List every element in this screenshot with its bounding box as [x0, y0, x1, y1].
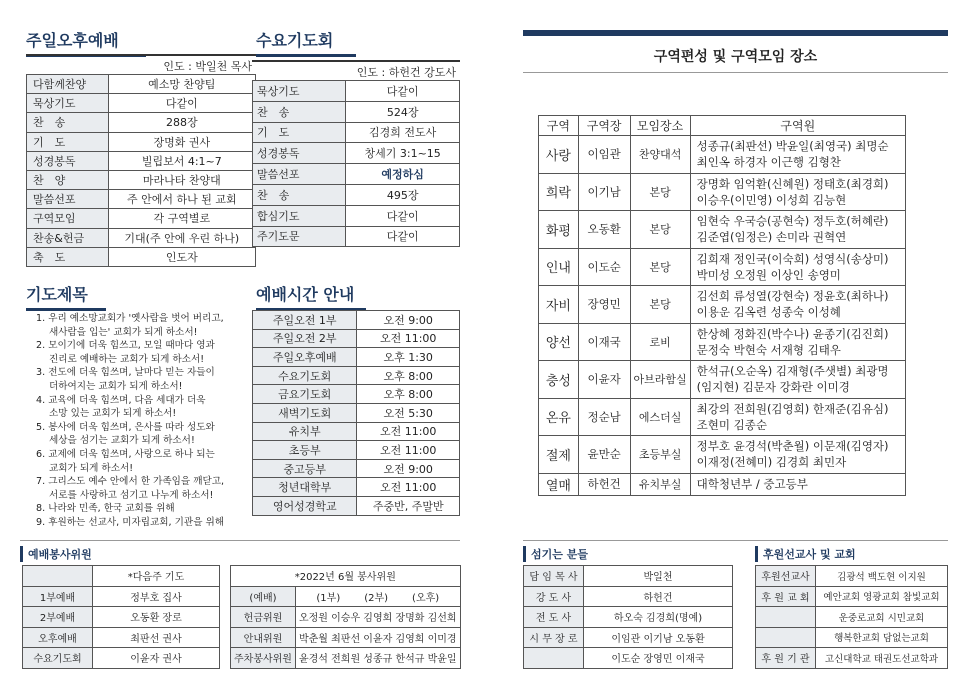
- wednesday-row: [253, 143, 460, 164]
- service-staff-header-row: [23, 566, 220, 587]
- servant-row: [524, 586, 733, 607]
- district-place: 본당: [630, 286, 690, 324]
- monthly-col: (2부): [364, 592, 389, 604]
- order-label: 찬 송: [253, 101, 346, 122]
- district-row: [539, 211, 906, 249]
- prayer-line: 진리로 예배하는 교회가 되게 하소서!: [49, 353, 205, 365]
- district-place: 본당: [630, 248, 690, 286]
- wednesday-row: [253, 226, 460, 247]
- district-name: 사랑: [539, 136, 579, 174]
- district-leader: 이재국: [578, 323, 630, 361]
- staff-value: 이윤자 권사: [93, 648, 220, 669]
- district-place: 본당: [630, 173, 690, 211]
- prayer-item: [36, 421, 251, 448]
- district-members: 장명화 임억환(신혜원) 정태호(최경희) 이승우(이민영) 이성희 김능현: [690, 173, 905, 211]
- district-leader: 이기남: [578, 173, 630, 211]
- mission-value: 고신대학교 태권도선교학과: [816, 648, 948, 669]
- order-label: 찬 양: [27, 170, 109, 189]
- service-staff-header: *다음주 기도: [93, 566, 220, 587]
- mission-label: [756, 607, 816, 628]
- monthly-staff-row: [231, 627, 461, 648]
- servant-label: 전 도 사: [524, 607, 584, 628]
- monthly-col-services: [295, 586, 460, 607]
- mission-label: 후 원 기 관: [756, 648, 816, 669]
- district-row: [539, 136, 906, 174]
- bottom-right-divider: [523, 540, 948, 541]
- district-row: [539, 286, 906, 324]
- time-row: [253, 329, 460, 348]
- mission-row: [756, 648, 948, 669]
- worship-times-table: [252, 310, 460, 516]
- missions-table: [755, 565, 948, 669]
- prayer-item: [36, 394, 251, 421]
- district-members: 한석규(오순옥) 김재형(주샛별) 최광명 (임지현) 김문자 강화란 이미경: [690, 361, 905, 399]
- bottom-left-divider: [20, 540, 460, 541]
- district-leader: 이임관: [578, 136, 630, 174]
- sunday-leader: 인도 : 박일천 목사: [26, 54, 256, 76]
- order-value: 288장: [108, 113, 255, 132]
- staff-value: 최판선 권사: [93, 627, 220, 648]
- sunday-order-table: [26, 74, 256, 267]
- order-label: 묵상기도: [253, 81, 346, 102]
- district-name: 온유: [539, 398, 579, 436]
- district-leader: 장영민: [578, 286, 630, 324]
- time-label: 유치부: [253, 422, 357, 441]
- wednesday-row: [253, 205, 460, 226]
- district-row: [539, 436, 906, 474]
- order-label: 묵상기도: [27, 94, 109, 113]
- order-value: 예정하심: [346, 164, 460, 185]
- district-header-bar: [523, 30, 948, 36]
- district-divider: [523, 72, 948, 73]
- order-value: 기대(주 안에 우린 하나): [108, 228, 255, 247]
- servant-label: 시 무 장 로: [524, 627, 584, 648]
- district-row: [539, 173, 906, 211]
- district-members: 임현숙 우국승(공현숙) 정두호(허혜란) 김준엽(임정은) 손미라 권혁연: [690, 211, 905, 249]
- servant-value: 이도순 장영민 이재국: [584, 648, 733, 669]
- order-value: 장명화 권사: [108, 132, 255, 151]
- order-value: 다같이: [346, 226, 460, 247]
- time-value: 오후 8:00: [357, 385, 460, 404]
- servant-value: 하오숙 김경희(명예): [584, 607, 733, 628]
- monthly-staff-table: [230, 565, 461, 669]
- servant-label: [524, 648, 584, 669]
- time-label: 새벽기도회: [253, 403, 357, 422]
- prayer-line: 5. 봉사에 더욱 힘쓰며, 은사를 따라 성도와: [36, 421, 215, 433]
- sunday-row: [27, 151, 256, 170]
- time-row: [253, 441, 460, 460]
- wednesday-row: [253, 101, 460, 122]
- worship-times-title: 예배시간 안내: [256, 282, 366, 311]
- district-name: 자비: [539, 286, 579, 324]
- servant-label: 강 도 사: [524, 586, 584, 607]
- service-staff-row: [23, 627, 220, 648]
- staff-value: 오동환 장로: [93, 607, 220, 628]
- district-header-cell: 구역: [539, 116, 579, 136]
- district-place: 아브라함실: [630, 361, 690, 399]
- district-members: 최강의 전희원(김영희) 한재준(김유심) 조현미 김종순: [690, 398, 905, 436]
- mission-value: 예안교회 영광교회 참빛교회: [816, 586, 948, 607]
- prayer-title: 기도제목: [26, 282, 106, 311]
- district-members: 성종규(최판선) 박윤일(최영국) 최명순 최인옥 하경자 이근행 김형찬: [690, 136, 905, 174]
- monthly-label: 안내위원: [231, 627, 296, 648]
- district-members: 김희재 정인국(이숙희) 성영식(송상미) 박미성 오정원 이상인 송영미: [690, 248, 905, 286]
- time-label: 중고등부: [253, 459, 357, 478]
- staff-label: 2부예배: [23, 607, 93, 628]
- order-label: 찬 송: [27, 113, 109, 132]
- time-label: 주일오전 1부: [253, 311, 357, 330]
- district-members: 김선희 류성열(강현숙) 정윤호(최하나) 이용운 김옥련 성종숙 이성혜: [690, 286, 905, 324]
- district-header-cell: 모임장소: [630, 116, 690, 136]
- monthly-staff-row: [231, 648, 461, 669]
- order-label: 말씀선포: [27, 190, 109, 209]
- servants-table: [523, 565, 733, 669]
- order-value: 주 안에서 하나 된 교회: [108, 190, 255, 209]
- time-value: 오후 1:30: [357, 348, 460, 367]
- district-members: 한상혜 정화진(박수나) 윤종기(김진희) 문정숙 박현숙 서재형 김태우: [690, 323, 905, 361]
- wednesday-title: 수요기도회: [256, 28, 356, 57]
- monthly-label: 주차봉사위원: [231, 648, 296, 669]
- time-value: 오전 11:00: [357, 441, 460, 460]
- time-value: 오전 11:00: [357, 478, 460, 497]
- district-table: [538, 115, 906, 496]
- monthly-staff-row: [231, 607, 461, 628]
- time-row: [253, 403, 460, 422]
- district-name: 화평: [539, 211, 579, 249]
- monthly-header: *2022년 6월 봉사위원: [231, 566, 461, 587]
- staff-value: 정부호 집사: [93, 586, 220, 607]
- staff-label: 1부예배: [23, 586, 93, 607]
- district-place: 에스더실: [630, 398, 690, 436]
- district-leader: 정순남: [578, 398, 630, 436]
- time-value: 오후 8:00: [357, 366, 460, 385]
- district-leader: 이윤자: [578, 361, 630, 399]
- prayer-item: [36, 448, 251, 475]
- order-value: 창세기 3:1~15: [346, 143, 460, 164]
- sunday-row: [27, 94, 256, 113]
- sunday-row: [27, 209, 256, 228]
- order-value: 524장: [346, 101, 460, 122]
- wednesday-row: [253, 122, 460, 143]
- sunday-title: 주일오후예배: [26, 28, 146, 57]
- mission-value: 운중로교회 시민교회: [816, 607, 948, 628]
- district-place: 유치부실: [630, 473, 690, 495]
- monthly-header-row: [231, 566, 461, 587]
- prayer-line: 9. 후원하는 선교사, 미자립교회, 기관을 위해: [36, 516, 225, 528]
- time-row: [253, 366, 460, 385]
- time-value: 오전 11:00: [357, 329, 460, 348]
- order-value: 빌립보서 4:1~7: [108, 151, 255, 170]
- district-place: 로비: [630, 323, 690, 361]
- prayer-item: [36, 366, 251, 393]
- prayer-line: 7. 그리스도 예수 안에서 한 가족임을 깨닫고,: [36, 476, 225, 488]
- prayer-line: 3. 전도에 더욱 힘쓰며, 날마다 믿는 자들이: [36, 367, 215, 379]
- order-value: 다같이: [346, 205, 460, 226]
- monthly-label: 헌금위원: [231, 607, 296, 628]
- monthly-value: 윤경석 전희원 성종규 한석규 박윤일: [295, 648, 460, 669]
- time-value: 오전 9:00: [357, 311, 460, 330]
- order-label: 기 도: [253, 122, 346, 143]
- mission-row: [756, 607, 948, 628]
- wednesday-row: [253, 164, 460, 185]
- mission-label: 후원선교사: [756, 566, 816, 587]
- monthly-cols-row: [231, 586, 461, 607]
- order-value: 김경희 전도사: [346, 122, 460, 143]
- order-value: 다같이: [108, 94, 255, 113]
- order-label: 찬송&헌금: [27, 228, 109, 247]
- prayer-line: 서로를 사랑하고 섬기고 나누게 하소서!: [49, 489, 214, 501]
- time-row: [253, 459, 460, 478]
- time-row: [253, 496, 460, 515]
- prayer-line: 교회가 되게 하소서!: [49, 462, 134, 474]
- time-value: 오전 9:00: [357, 459, 460, 478]
- mission-row: [756, 627, 948, 648]
- order-label: 찬 송: [253, 184, 346, 205]
- district-row: [539, 323, 906, 361]
- district-leader: 이도순: [578, 248, 630, 286]
- prayer-item: [36, 502, 251, 516]
- time-row: [253, 348, 460, 367]
- order-label: 성경봉독: [27, 151, 109, 170]
- time-row: [253, 311, 460, 330]
- mission-row: [756, 586, 948, 607]
- time-label: 주일오전 2부: [253, 329, 357, 348]
- district-place: 초등부실: [630, 436, 690, 474]
- service-staff-title: 예배봉사위원: [20, 546, 92, 562]
- staff-label: 오후예배: [23, 627, 93, 648]
- prayer-line: 6. 교제에 더욱 힘쓰며, 사랑으로 하나 되는: [36, 448, 215, 460]
- prayer-item: [36, 516, 251, 530]
- wednesday-row: [253, 184, 460, 205]
- district-header-cell: 구역원: [690, 116, 905, 136]
- sunday-row: [27, 190, 256, 209]
- servants-title: 섬기는 분들: [523, 546, 588, 562]
- order-label: 주기도문: [253, 226, 346, 247]
- time-row: [253, 478, 460, 497]
- servant-row: [524, 566, 733, 587]
- district-name: 절제: [539, 436, 579, 474]
- order-value: 인도자: [108, 247, 255, 266]
- mission-label: [756, 627, 816, 648]
- sunday-row: [27, 75, 256, 94]
- prayer-line: 새사람을 입는' 교회가 되게 하소서!: [49, 326, 198, 338]
- district-place: 찬양대석: [630, 136, 690, 174]
- servant-row: [524, 627, 733, 648]
- order-value: 다같이: [346, 81, 460, 102]
- district-row: [539, 473, 906, 495]
- order-label: 말씀선포: [253, 164, 346, 185]
- time-value: 주중반, 주말반: [357, 496, 460, 515]
- monthly-value: 박춘월 최판선 이윤자 김영희 이미경: [295, 627, 460, 648]
- order-value: 예소망 찬양팀: [108, 75, 255, 94]
- sunday-row: [27, 228, 256, 247]
- mission-row: [756, 566, 948, 587]
- wednesday-row: [253, 81, 460, 102]
- sunday-row: [27, 113, 256, 132]
- service-staff-row: [23, 648, 220, 669]
- mission-label: 후 원 교 회: [756, 586, 816, 607]
- district-name: 열매: [539, 473, 579, 495]
- district-title: 구역편성 및 구역모임 장소: [653, 49, 818, 65]
- prayer-item: [36, 339, 251, 366]
- time-value: 오전 11:00: [357, 422, 460, 441]
- wednesday-order-table: [252, 80, 460, 247]
- district-row: [539, 398, 906, 436]
- prayer-item: [36, 475, 251, 502]
- prayer-line: 2. 모이기에 더욱 힘쓰고, 모일 때마다 영과: [36, 340, 215, 352]
- order-value: 각 구역별로: [108, 209, 255, 228]
- time-label: 영어성경학교: [253, 496, 357, 515]
- order-value: 495장: [346, 184, 460, 205]
- district-leader: 오동환: [578, 211, 630, 249]
- order-label: 합심기도: [253, 205, 346, 226]
- servant-value: 박일천: [584, 566, 733, 587]
- prayer-line: 소망 있는 교회가 되게 하소서!: [49, 408, 177, 420]
- sunday-row: [27, 247, 256, 266]
- district-leader: 하헌건: [578, 473, 630, 495]
- time-label: 수요기도회: [253, 366, 357, 385]
- prayer-line: 더하여지는 교회가 되게 하소서!: [49, 380, 183, 392]
- order-value: 마라나타 찬양대: [108, 170, 255, 189]
- time-row: [253, 385, 460, 404]
- sunday-row: [27, 170, 256, 189]
- staff-label: 수요기도회: [23, 648, 93, 669]
- mission-value: 김광석 백도현 이지원: [816, 566, 948, 587]
- order-label: 기 도: [27, 132, 109, 151]
- district-members: 대학청년부 / 중고등부: [690, 473, 905, 495]
- order-label: 성경봉독: [253, 143, 346, 164]
- sunday-row: [27, 132, 256, 151]
- time-label: 초등부: [253, 441, 357, 460]
- service-staff-table: [22, 565, 220, 669]
- district-name: 양선: [539, 323, 579, 361]
- prayer-item: [36, 312, 251, 339]
- prayer-line: 4. 교육에 더욱 힘쓰며, 다음 세대가 더욱: [36, 394, 206, 406]
- blank-cell: [23, 566, 93, 587]
- mission-value: 행복한교회 담없는교회: [816, 627, 948, 648]
- order-label: 구역모임: [27, 209, 109, 228]
- district-row: [539, 361, 906, 399]
- servant-row: [524, 607, 733, 628]
- service-staff-row: [23, 607, 220, 628]
- time-label: 주일오후예배: [253, 348, 357, 367]
- monthly-col: (오후): [412, 592, 440, 604]
- prayer-list: [36, 312, 251, 530]
- wednesday-leader: 인도 : 하헌건 강도사: [252, 60, 460, 82]
- monthly-col-label: (예배): [231, 586, 296, 607]
- monthly-value: 오정원 이승우 김영희 장명화 김선희: [295, 607, 460, 628]
- time-label: 청년대학부: [253, 478, 357, 497]
- servant-value: 이임관 이기남 오동환: [584, 627, 733, 648]
- time-label: 금요기도회: [253, 385, 357, 404]
- prayer-line: 8. 나라와 민족, 한국 교회를 위해: [36, 503, 175, 515]
- service-staff-row: [23, 586, 220, 607]
- servant-value: 하헌건: [584, 586, 733, 607]
- district-name: 충성: [539, 361, 579, 399]
- district-members: 정부호 윤경석(박춘월) 이문재(김영자) 이재정(전혜미) 김경희 최민자: [690, 436, 905, 474]
- prayer-line: 세상을 섬기는 교회가 되게 하소서!: [49, 435, 195, 447]
- monthly-col: (1부): [316, 592, 341, 604]
- servant-label: 담 임 목 사: [524, 566, 584, 587]
- missions-title: 후원선교사 및 교회: [755, 546, 856, 562]
- district-row: [539, 248, 906, 286]
- prayer-line: 1. 우리 예소망교회가 '옛사람을 벗어 버리고,: [36, 313, 224, 324]
- order-label: 다함께찬양: [27, 75, 109, 94]
- order-label: 축 도: [27, 247, 109, 266]
- district-leader: 윤만순: [578, 436, 630, 474]
- time-value: 오전 5:30: [357, 403, 460, 422]
- time-row: [253, 422, 460, 441]
- district-name: 인내: [539, 248, 579, 286]
- district-place: 본당: [630, 211, 690, 249]
- servant-row: [524, 648, 733, 669]
- district-name: 희락: [539, 173, 579, 211]
- district-header-cell: 구역장: [578, 116, 630, 136]
